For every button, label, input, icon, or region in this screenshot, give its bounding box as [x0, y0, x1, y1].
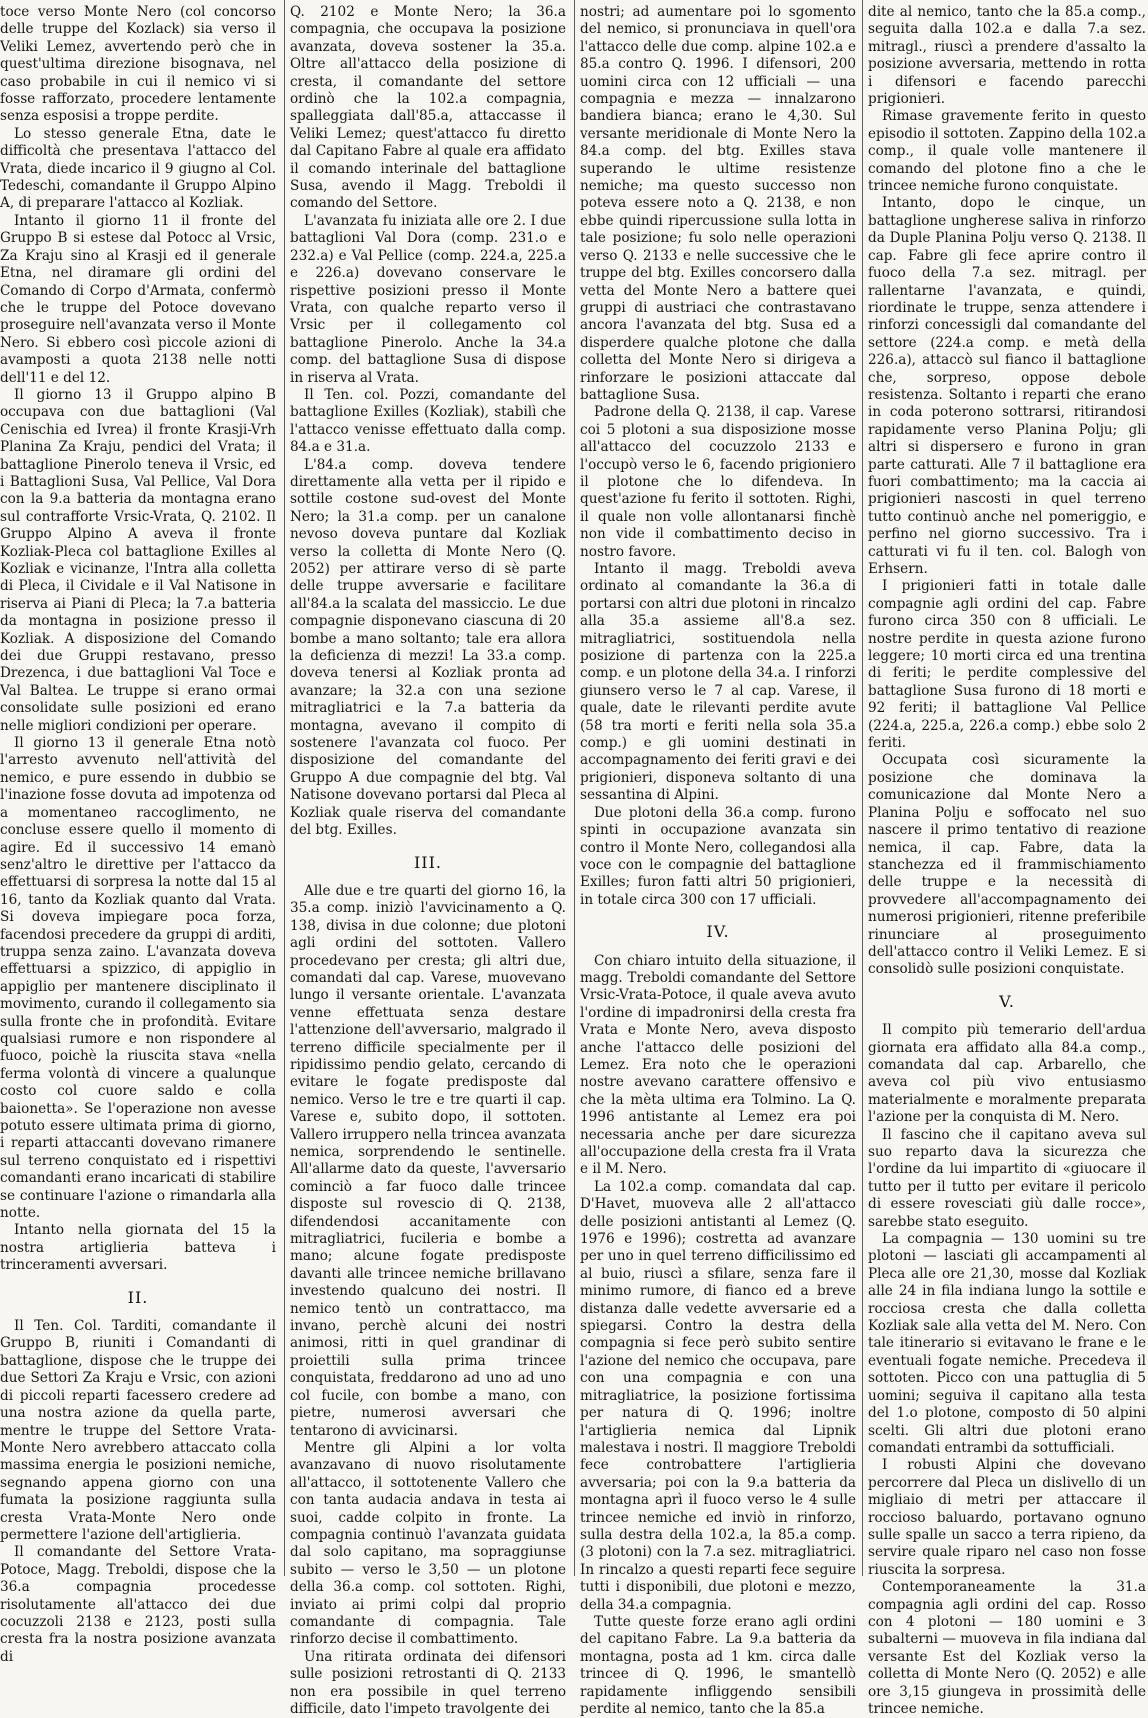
paragraph: Il giorno 13 il Gruppo alpino B occupava con due battaglioni (Val Cenischia ed Ivrea) il fronte Krasji-Vrh Planina Za Kraju, pendici del Vrata; il battaglione Pinerolo teneva il Vrsic, ed i Battaglioni Susa, Val Pellice, Val Dora con la 9.a batteria da montagna erano sul contrafforte Vrsic-Vrata, Q. 2102. Il Gruppo Alpino A aveva il fronte Kozliak-Pleca col battaglione Exilles al Kozliak e vicinanze, l'Intra alla colletta di Pleca, il Cividale e il Val Natisone in riserva ai Piani di Pleca; la 7.a batteria da montagna in posizione presso il Kozliak. A disposizione del Comando dei due Gruppi restavano, presso Drezenca, i due battaglioni Val Toce e Val Baltea. Le truppe si erano ormai consolidate sulle posizioni ed erano nelle migliori condizioni per operare.: [0, 386, 276, 734]
section-heading: II.: [127, 1287, 149, 1307]
paragraph: La 102.a comp. comandata dal cap. D'Havet, muoveva alle 2 all'attacco delle posizioni antistanti al Lemez (Q. 1976 e 1996); costretta ad avanzare per uno in quel terreno difficilissimo ed al buio, riuscì a sfilare, senza fare il minimo rumore, di fianco ed a breve distanza dalle vedette avversarie ed a spiegarsi. Contro la destra della compagnia si fece però subito sentire l'azione del nemico che occupava, pare con una compagnia e con una mitragliatrice, la posizione fortissima per natura di Q. 1996; inoltre l'artiglieria nemica dal Lipnik malestava i nostri. Il maggiore Treboldi fece controbattere l'artiglieria avversaria; poi con la 9.a batteria da montagna aprì il fuoco verso le 4 sulle trincee nemiche ed inviò in rinforzo, sulla destra della 102.a, la 85.a comp. (3 plotoni) con la 7.a sez. mitragliatrici. In rincalzo a questi reparti fece seguire tutti i disponibili, due plotoni e mezzo, della 34.a compagnia.: [580, 1178, 856, 1613]
paragraph: Il compito più temerario dell'ardua giornata era affidato alla 84.a comp., comandata dal cap. Arbarello, che aveva col più vivo entusiasmo materialmente e moralmente preparata l'azione per la conquista di M. Nero.: [868, 1022, 1146, 1126]
column-1: [0, 4, 276, 1665]
paragraph: Alle due e tre quarti del giorno 16, la 35.a comp. iniziò l'avvicinamento a Q. 138, divisa in due colonne; due plotoni agli ordini del sottoten. Vallero procedevano per cresta; gli altri due, comandati dal cap. Varese, muovevano lungo il versante orientale. L'avanzata venne effettuata senza destare l'attenzione dell'avversario, malgrado il terreno difficile specialmente per il ripidissimo pendio gelato, cercando di evitare le fogate predisposte dal nemico. Verso le tre e tre quarti il cap. Varese e, subito dopo, il sottoten. Vallero irruppero nella trincea avanzata nemica, sorprendendo le sentinelle. All'allarme dato da queste, l'avversario cominciò a far fuoco dalle trincee disposte sul rovescio di Q. 2138, difendendosi accanitamente con mitragliatrici, fucileria e bombe a mano; alcune fogate predisposte davanti alle trincee nemiche brillavano investendo qualcuno dei nostri. Il nemico tentò un contrattacco, ma invano, perchè alcuni dei nostri animosi, ritti in quel grandinar di proiettili sulla prima trincee conquistata, freddarono ad uno ad uno col fucile, con bombe a mano, con pietre, numerosi avversari che tentarono di avvicinarsi.: [290, 882, 566, 1439]
column-rule: [862, 0, 863, 1576]
column-2: [290, 4, 566, 1717]
paragraph: Il comandante del Settore Vrata-Potoce, Magg. Treboldi, dispose che la 36.a compagnia procedesse risolutamente all'attacco dei due cocuzzoli 2138 e 2123, posti sulla cresta fra la nostra posizione avanzata di: [0, 1544, 276, 1665]
paragraph: Una ritirata ordinata dei difensori sulle posizioni retrostanti di Q. 2133 non era possibile in quel terreno difficile, dato l'impeto travolgente dei: [290, 1648, 566, 1717]
paragraph: Intanto il magg. Treboldi aveva ordinato al comandante la 36.a di portarsi con altri due plotoni in rincalzo alla 35.a assieme all'8.a sez. mitragliatrici, sostituendola nella posizione di partenza con la 225.a comp. e un plotone della 34.a. I rinforzi giunsero verso le 7 al cap. Varese, il quale, date le rilevanti perdite avute (58 tra morti e feriti nella sola 35.a comp.) e gli uomini destinati in accompagnamento dei feriti gravi e dei prigionieri, disponeva soltanto di una sessantina di Alpini.: [580, 561, 856, 804]
section-heading: IV.: [706, 922, 730, 942]
paragraph: Contemporaneamente la 31.a compagnia agli ordini del cap. Rosso con 4 plotoni — 180 uomini e 3 subalterni — muoveva in fila indiana dal versante Est del Kozliak verso la colletta di Monte Nero (Q. 2052) e alle ore 3,15 giungeva in prossimità delle trincee nemiche.: [868, 1579, 1146, 1717]
paragraph: Intanto il giorno 11 il fronte del Gruppo B si estese dal Potocc al Vrsic, Za Kraju sino al Krasji ed il generale Etna, nel diramare gli ordini del Comando di Corpo d'Armata, confermò che le truppe del Potoce dovevano proseguire nell'avanzata verso il Monte Nero. Si ebbero così piccole azioni di avamposti a quota 2138 nelle notti dell'11 e del 12.: [0, 212, 276, 386]
paragraph: L'avanzata fu iniziata alle ore 2. I due battaglioni Val Dora (comp. 231.o e 232.a) e Val Pellice (comp. 224.a, 225.a e 226.a) dovevano conservare le rispettive posizioni presso il Monte Vrata, con qualche reparto verso il Vrsic per il collegamento col battaglione Pinerolo. Anche la 34.a comp. del battaglione Susa di dispose in riserva al Vrata.: [290, 212, 566, 386]
paragraph: Due plotoni della 36.a comp. furono spinti in occupazione avanzata sin contro il Monte Nero, collegandosi alla voce con le compagnie del battaglione Exilles; furon fatti altri 50 prigionieri, in totale circa 300 con 17 ufficiali.: [580, 804, 856, 908]
paragraph: Il Ten. col. Pozzi, comandante del battaglione Exilles (Kozliak), stabilì che l'attacco venisse effettuato dalla comp. 84.a e 31.a.: [290, 386, 566, 456]
paragraph: Con chiaro intuito della situazione, il magg. Treboldi comandante del Settore Vrsic-Vrata-Potoce, il quale aveva avuto l'ordine di impadronirsi della cresta fra Vrata e Monte Nero, aveva disposto anche l'attacco delle posizioni del Lemez. Era noto che le operazioni nostre avevano carattere offensivo e che la mèta ultima era Tolmino. La Q. 1996 antistante al Lemez era poi necessaria anche per dare sicurezza all'occupazione della cresta fra il Vrata e il M. Nero.: [580, 952, 856, 1178]
paragraph: Q. 2102 e Monte Nero; la 36.a compagnia, che occupava la posizione avanzata, doveva sostener la 35.a. Oltre all'attacco della posizione di cresta, il comandante del settore ordinò che la 102.a compagnia, spalleggiata dall'85.a, attaccasse il Veliki Lemez; quest'attacco fu diretto dal Capitano Fabre al quale era affidato il comando interinale del battaglione Susa, avendo il Magg. Treboldi il comando del Settore.: [290, 4, 566, 212]
paragraph: nostri; ad aumentare poi lo sgomento del nemico, si pronunciava in quell'ora l'attacco delle due comp. alpine 102.a e 85.a contro Q. 1996. I difensori, 200 uomini circa con 12 ufficiali — una compagnia e mezza — innalzarono bandiera bianca; erano le 4,30. Sul versante meridionale di Monte Nero la 84.a comp. del btg. Exilles stava superando le ultime resistenze nemiche; ma questo successo non poteva essere noto a Q. 2138, e non ebbe quindi ripercussione sulla lotta in tale posizione; fu solo nelle operazioni verso Q. 2133 e nelle successive che le truppe del btg. Exilles concorsero dalla vetta del Monte Nero a battere quei gruppi di austriaci che contrastavano ancora l'avanzata del btg. Susa ed a disperdere qualche plotone che dalla colletta del Monte Nero si dirigeva a rinforzare le posizioni attaccate dal battaglione Susa.: [580, 4, 856, 403]
paragraph: Il fascino che il capitano aveva sul suo reparto dava la sicurezza che l'ordine da lui impartito di «giuocare il tutto per il tutto per evitare il pericolo di essere rovesciati giù dalle rocce», sarebbe stato eseguito.: [868, 1126, 1146, 1230]
paragraph: Intanto, dopo le cinque, un battaglione ungherese saliva in rinforzo da Duple Planina Polju verso Q. 2138. Il cap. Fabre gli fece aprire contro il fuoco della 7.a sez. mitragl. per rallentarne l'avanzata, e quindi, riordinate le truppe, senza attendere i rinforzi concessigli dal comandante del settore (224.a comp. e metà della 226.a), attaccò sul fianco il battaglione che, sorpreso, oppose debole resistenza. Soltanto i reparti che erano in coda poterono sottrarsi, ritirandosi rapidamente verso Planina Polju; gli altri si dispersero e furono in gran parte catturati. Alle 7 il battaglione era fuori combattimento; ma la caccia ai prigionieri nascosti in quel terreno tutto continuò anche nel pomeriggio, e perfino nel giorno successivo. Tra i catturati vi fu il ten. col. Balogh von Erhsern.: [868, 195, 1146, 577]
column-rule: [284, 0, 285, 1576]
paragraph: Mentre gli Alpini a lor volta avanzavano di nuovo risolutamente all'attacco, il sottotenente Vallero che con tanta audacia andava in testa ai suoi, cadde colpito in fronte. La compagnia continuò l'avanzata guidata dal solo capitano, ma sopraggiunse subito — verso le 3,50 — un plotone della 36.a comp. col sottoten. Righi, inviato ai primi colpi dal proprio comandante di compagnia. Tale rinforzo decise il combattimento.: [290, 1439, 566, 1648]
paragraph: Rimase gravemente ferito in questo episodio il sottoten. Zappino della 102.a comp., il quale volle mantenere il comando del plotone fino a che le trincee nemiche furono conquistate.: [868, 108, 1146, 195]
paragraph: I robusti Alpini che dovevano percorrere dal Pleca un dislivello di un migliaio di metri per attaccare il roccioso baluardo, portavano ognuno sulle spalle un sacco a terra ripieno, da servire quale riparo nel caso non fosse riuscita la sorpresa.: [868, 1457, 1146, 1578]
paragraph: Lo stesso generale Etna, date le difficoltà che presentava l'attacco del Vrata, diede incarico il 9 giugno al Col. Tedeschi, comandante il Gruppo Alpino A, di preparare l'attacco al Kozliak.: [0, 125, 276, 212]
paragraph: Il Ten. Col. Tarditi, comandante il Gruppo B, riuniti i Comandanti di battaglione, dispose che le truppe dei due Settori Za Kraju e Vrsic, con azioni di piccoli reparti facessero credere ad una nostra azione da quella parte, mentre le truppe del Settore Vrata-Monte Nero avrebbero attaccato colla massima energia le posizioni nemiche, segnando appena giorno con una fumata la posizione raggiunta sulla cresta Vrata-Monte Nero onde permettere l'azione dell'artiglieria.: [0, 1318, 276, 1543]
paragraph: L'84.a comp. doveva tendere direttamente alla vetta per il ripido e sottile costone sud-ovest del Monte Nero; la 31.a comp. per un canalone nevoso doveva puntare dal Kozliak verso la colletta di Monte Nero (Q. 2052) per attirare verso di sè parte delle truppe avversarie e facilitare all'84.a la scalata del massiccio. Le due compagnie disponevano ciascuna di 20 bombe a mano soltanto; tale era allora la deficienza di mezzi! La 33.a comp. doveva tenersi al Kozliak pronta ad avanzare; la 32.a con una sezione mitragliatrici e la 7.a batteria da montagna, avevano il compito di sostenere l'avanzata col fuoco. Per disposizione del comandante del Gruppo A due compagnie del btg. Val Natisone dovevano portarsi dal Pleca al Kozliak quale riserva del comandante del btg. Exilles.: [290, 456, 566, 839]
paragraph: Occupata così sicuramente la posizione che dominava la comunicazione dal Monte Nero a Planina Polju e soffocato nel suo nascere il primo tentativo di reazione nemica, il cap. Fabre, data la stanchezza ed il frammischiamento delle truppe e la necessità di provvedere all'accompagnamento dei numerosi prigionieri, ritenne preferibile rinunciare al proseguimento dell'attacco contro il Veliki Lemez. E si consolidò sulle posizioni conquistate.: [868, 752, 1146, 978]
paragraph: I prigionieri fatti in totale dalle compagnie agli ordini del cap. Fabre furono circa 350 con 8 ufficiali. Le nostre perdite in questa azione furono leggere; 10 morti circa ed una trentina di feriti; le perdite complessive del battaglione Susa furono di 18 morti e 92 feriti; il battaglione Val Pellice (224.a, 225.a, 226.a comp.) ebbe solo 2 feriti.: [868, 578, 1146, 752]
column-3: [580, 4, 856, 1717]
section-heading: III.: [413, 852, 443, 872]
column-rule: [574, 0, 575, 1576]
paragraph: toce verso Monte Nero (col concorso delle truppe del Kozlack) sia verso il Veliki Lemez, avvertendo però che in quest'ultima direzione bisognava, nel caso probabile in cui il nemico vi si fosse rafforzato, procedere lentamente senza esposisi a troppe perdite.: [0, 4, 276, 125]
paragraph: Padrone della Q. 2138, il cap. Varese coi 5 plotoni a sua disposizione mosse all'attacco del cocuzzolo 2133 e l'occupò verso le 6, facendo prigioniero il plotone che lo difendeva. In quest'azione fu ferito il sottoten. Righi, il quale non volle allontanarsi finchè non vide il combattimento deciso in nostro favore.: [580, 404, 856, 560]
paragraph: La compagnia — 130 uomini su tre plotoni — lasciati gli accampamenti al Pleca alle ore 21,30, mosse dal Kozliak alle 24 in fila indiana lungo la sottile e rocciosa cresta che dalla colletta Kozliak sale alla vetta del M. Nero. Con tale itinerario si evitavano le frane e le eventuali fogate nemiche. Precedeva il sottoten. Picco con una pattuglia di 5 uomini; seguiva il capitano alla testa del 1.o plotone, composto di 50 alpini scelti. Gli altri due plotoni erano comandati entrambi da sottufficiali.: [868, 1231, 1146, 1456]
paragraph: Tutte queste forze erano agli ordini del capitano Fabre. La 9.a batteria da montagna, posta ad 1 km. circa dalle trincee di Q. 1996, le smantellò rapidamente infliggendo sensibili perdite al nemico, tanto che la 85.a: [580, 1613, 856, 1717]
paragraph: Intanto nella giornata del 15 la nostra artiglieria batteva i trinceramenti avversari.: [0, 1222, 276, 1274]
section-heading: V.: [999, 991, 1015, 1011]
paragraph: Il giorno 13 il generale Etna notò l'arresto avvenuto nell'attività del nemico, e pure essendo in dubbio se l'inazione fosse dovuta ad impotenza od a momentaneo raccoglimento, ne concluse essere quello il momento di agire. Ed il successivo 14 emanò senz'altro le direttive per l'attacco da effettuarsi di sorpresa la notte dal 15 al 16, tanto da Kozliak quanto dal Vrata. Si doveva impiegare poca forza, facendosi precedere da gruppi di arditi, truppa senza zaino. L'avanzata doveva effettuarsi a spizzico, di appiglio in appiglio per mantenere disciplinato il movimento, curando il collegamento sia sulla fronte che in profondità. Evitare qualsiasi rumore e non rispondere al fuoco, poichè la riuscita stava «nella ferma volontà di vincere a qualunque costo col cuore saldo e colla baionetta». Se l'operazione non avesse potuto essere ultimata prima di giorno, i reparti attaccanti dovevano rimanere sul terreno conquistato ed i rispettivi comandanti erano incaricati di stabilire se continuare l'azione o rimandarla alla notte.: [0, 735, 276, 1222]
paragraph: dite al nemico, tanto che la 85.a comp., seguita dalla 102.a e dalla 7.a sez. mitragl., riuscì a prendere d'assalto la posizione avversaria, mettendo in rotta i difensori e facendo parecchi prigionieri.: [868, 4, 1146, 108]
column-4: [868, 4, 1146, 1717]
